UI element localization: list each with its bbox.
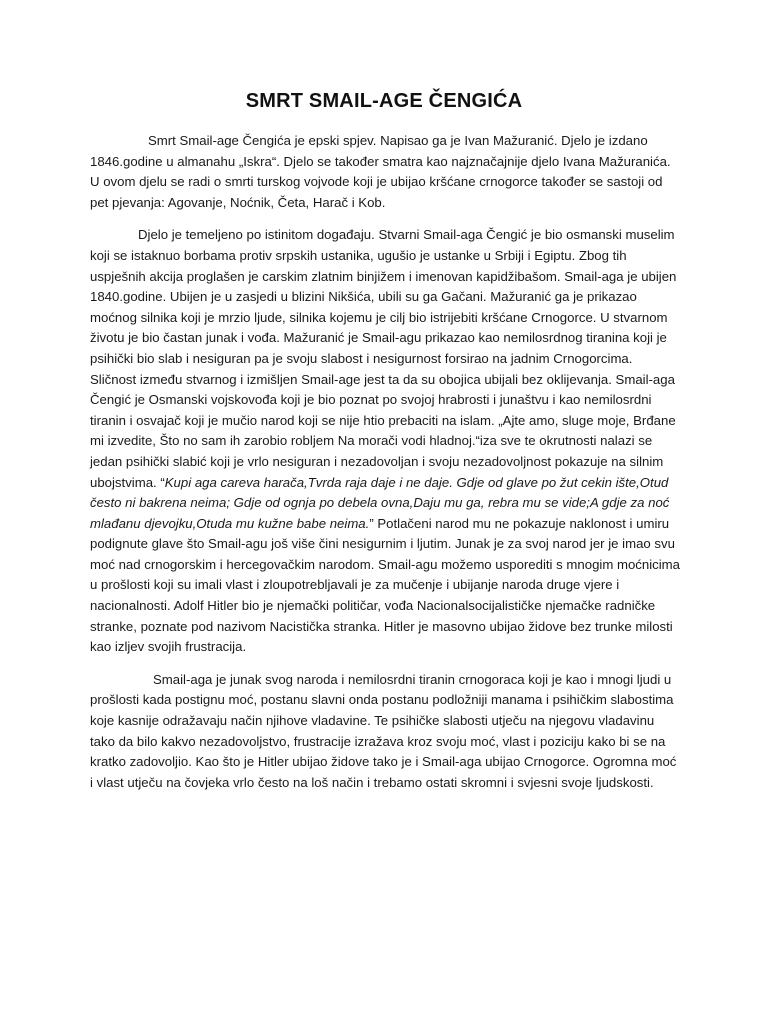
paragraph-intro-text: Smrt Smail-age Čengića je epski spjev. Napisao ga je Ivan Mažuranić. Djelo je izdano 1846.godine u almanahu „Iskra“. Djelo se također smatra kao najznačajnije djelo Ivana Mažuranića. U ovom djelu se radi o smrti turskog vojvode koji je ubijao kršćane crnogorce također se sastoji od pet pjevanja: Agovanje, Noćnik, Četa, Harač i Kob. bbox=[90, 133, 671, 210]
paragraph-history-text: Djelo je temeljeno po istinitom događaju. Stvarni Smail-aga Čengić je bio osmanski muselim koji se istaknuo borbama protiv srpskih ustanika, ugušio je ustanke u Srbiji i Egiptu. Zbog tih uspješnih akcija proglašen je carskim zlatnim binjižem i imenovan kapidžibašom. Smail-aga je ubijen 1840.godine. Ubijen je u zasjedi u blizini Nikšića, ubili su ga Gačani. Mažuranić ga je prikazao moćnog silnika koji je mrzio ljude, silnika kojemu je cilj bio istrijebiti kršćane Crnogorce. U stvarnom životu je bio častan junak i vođa. Mažuranić je Smail-agu prikazao kao nemilosrdnog tiranina koji je psihički bio slab i nesiguran pa je svoju slabost i nesigurnost forsirao na jadnim Crnogorcima. Sličnost između stvarnog i izmišljen Smail-age jest ta da su obojica ubijali bez oklijevanja. Smail-aga Čengić je Osmanski vojskovođa koji je bio poznat po svojoj hrabrosti i junaštvu i kao nemilosrdni tiranin i osvajač koji je mučio narod koji se nije htio prebaciti na islam. „Ajte amo, sluge moje, Brđane mi izvedite, Što no sam ih zarobio robljem Na morači vodi hladnoj.“iza sve te okrutnosti nalazi se jedan psihički slabić koji je vrlo nesiguran i nezadovoljan i svoju nezadovoljnost pokazuje na silnim ubojstvima. “ bbox=[90, 227, 677, 490]
paragraph-history-quote: Kupi aga careva harača,Tvrda raja daje i ne daje. Gdje od glave po žut cekin ište,Otud često ni bakrena neima; Gdje od ognja po debela ovna,Daju mu ga, rebra mu se vide;A gdje za noć mlađanu djevojku,Otuda mu kužne babe neima. bbox=[90, 474, 670, 531]
paragraph-history bbox=[90, 225, 680, 657]
paragraph-conclusion bbox=[90, 670, 680, 794]
paragraph-history-text-after: ” Potlačeni narod mu ne pokazuje naklonost i umiru podignute glave što Smail-agu još više čini nesigurnim i ljutim. Junak je za svoj narod jer je imao svu moć nad crnogorskim i hercegovačkim narodom. Smail-agu možemo usporediti s mnogim moćnicima u prošlosti koji su imali vlast i zloupotrebljavali je za mučenje i ubijanje naroda druge vjere i nacionalnosti. Adolf Hitler bio je njemački političar, vođa Nacionalsocijalističke njemačke radničke stranke, poznate pod nazivom Nacistička stranka. Hitler je masovno ubijao židove bez trunke milosti kao izljev svojih frustracija. bbox=[90, 515, 680, 655]
paragraph-conclusion-text: Smail-aga je junak svog naroda i nemilosrdni tiranin crnogoraca koji je kao i mnogi ljudi u prošlosti kada postignu moć, postanu slavni onda postanu podložniji manama i psihičkim slabostima koje kasnije odražavaju način njihove vladavine. Te psihičke slabosti utječu na njegovu vladavinu tako da bilo kakvo nezadovoljstvo, frustracije izražava kroz svoju moć, vlast i poziciju kako bi se na kratko zadovoljio. Kao što je Hitler ubijao židove tako je i Smail-aga ubijao Crnogorce. Ogromna moć i vlast utječu na čovjeka vrlo često na loš način i trebamo ostati skromni i svjesni svoje ljudskosti. bbox=[90, 671, 677, 790]
paragraph-intro bbox=[90, 131, 680, 213]
document-title: SMRT SMAIL-AGE ČENGIĆA bbox=[245, 90, 523, 112]
document-body bbox=[90, 131, 680, 793]
